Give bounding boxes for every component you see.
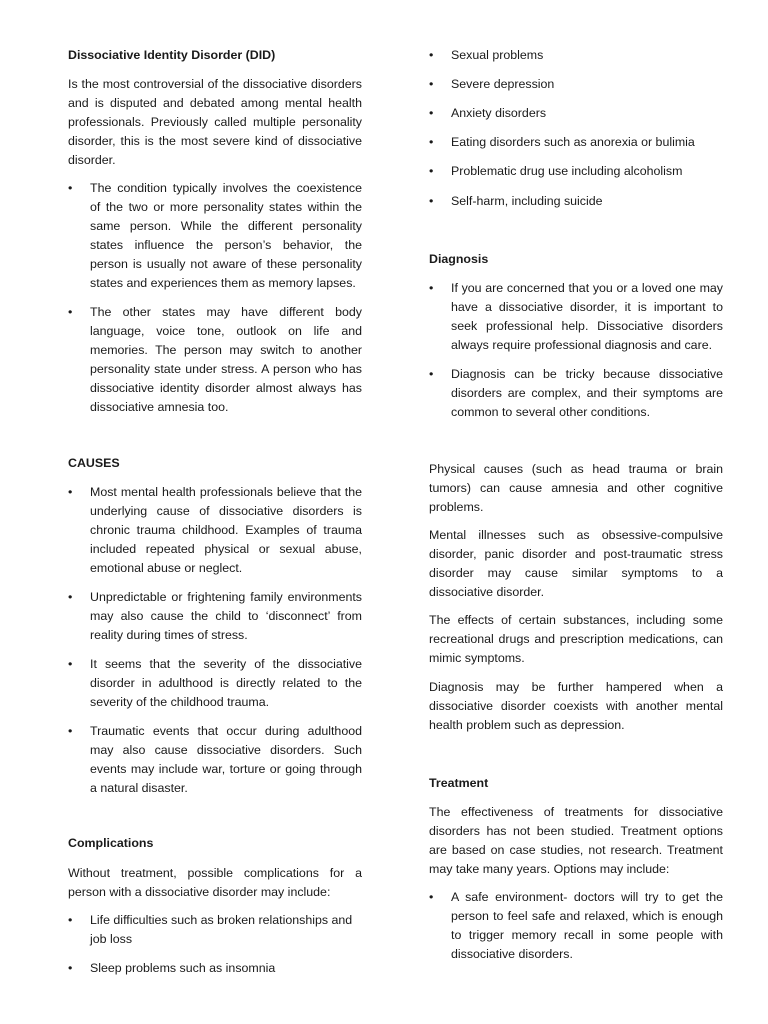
list-item — [429, 104, 723, 123]
bullet-icon: • — [68, 305, 73, 319]
did-heading: Dissociative Identity Disorder (DID) — [68, 48, 276, 62]
list-item-text: Sexual problems — [451, 48, 544, 62]
diagnosis-bullet-list — [429, 279, 723, 422]
treatment-heading: Treatment — [429, 776, 489, 790]
list-item — [68, 303, 362, 417]
list-item — [68, 911, 362, 949]
diagnosis-paragraph: Mental illnesses such as obsessive-compulsive disorder, panic disorder and post-traumatic stress disorder may cause similar symptoms to a dissociative disorder. — [429, 528, 723, 599]
list-item-text: Eating disorders such as anorexia or bulimia — [451, 135, 695, 149]
list-item — [429, 75, 723, 94]
did-intro: Is the most controversial of the dissociative disorders and is disputed and debated among mental health professionals. Previously called multiple personality disorder, this is the most severe kind of dissociative disorder. — [68, 77, 362, 167]
bullet-icon: • — [68, 724, 73, 738]
complications-heading: Complications — [68, 836, 154, 850]
bullet-icon: • — [68, 657, 73, 671]
list-item-text: Diagnosis can be tricky because dissociative disorders are complex, and their symptoms are common to several other conditions. — [451, 367, 723, 419]
complications-intro: Without treatment, possible complications for a person with a dissociative disorder may include: — [68, 866, 362, 899]
diagnosis-paragraph: Diagnosis may be further hampered when a dissociative disorder coexists with another mental health problem such as depression. — [429, 680, 723, 732]
bullet-icon: • — [68, 181, 73, 195]
complications-bullet-list — [68, 911, 362, 978]
causes-bullet-list — [68, 483, 362, 798]
list-item-text: It seems that the severity of the dissociative disorder in adulthood is directly related to the severity of the childhood trauma. — [90, 657, 362, 709]
list-item-text: Traumatic events that occur during adulthood may also cause dissociative disorders. Such events may include war, torture or going through a natural disaster. — [90, 724, 362, 795]
treatment-intro: The effectiveness of treatments for dissociative disorders has not been studied. Treatment options are based on case studies, not research. Treatment may take many years. Options may include: — [429, 805, 723, 876]
list-item — [429, 888, 723, 964]
diagnosis-heading: Diagnosis — [429, 252, 489, 266]
bullet-icon: • — [68, 485, 73, 499]
list-item — [68, 483, 362, 578]
did-bullet-list — [68, 179, 362, 417]
list-item — [68, 588, 362, 645]
bullet-icon: • — [429, 194, 434, 208]
list-item-text: Most mental health professionals believe that the underlying cause of dissociative disorders is chronic trauma childhood. Examples of trauma included repeated physical or sexual abuse, emotional abuse or neglect. — [90, 485, 362, 575]
bullet-icon: • — [68, 961, 73, 975]
list-item-text: The condition typically involves the coexistence of the two or more personality states within the same person. While the different personality states influence the person’s behavior, the person is usually not aware of these personality states and experiences them as memory lapses. — [90, 181, 362, 290]
list-item — [68, 722, 362, 798]
bullet-icon: • — [429, 135, 434, 149]
bullet-icon: • — [429, 48, 434, 62]
list-item — [429, 46, 723, 65]
list-item-text: Problematic drug use including alcoholism — [451, 164, 683, 178]
list-item — [429, 133, 723, 152]
bullet-icon: • — [429, 106, 434, 120]
list-item-text: A safe environment- doctors will try to get the person to feel safe and relaxed, which is enough to trigger memory recall in some people with dissociative disorders. — [451, 890, 723, 961]
causes-heading: CAUSES — [68, 456, 120, 470]
list-item-text: Anxiety disorders — [451, 106, 547, 120]
bullet-icon: • — [429, 281, 434, 295]
list-item — [429, 162, 723, 181]
list-item-text: Sleep problems such as insomnia — [90, 961, 276, 975]
bullet-icon: • — [429, 77, 434, 91]
bullet-icon: • — [429, 367, 434, 381]
list-item — [68, 959, 362, 978]
list-item-text: Unpredictable or frightening family environments may also cause the child to ‘disconnect’ from reality during times of stress. — [90, 590, 362, 642]
list-item — [429, 365, 723, 422]
list-item-text: Severe depression — [451, 77, 555, 91]
list-item — [429, 279, 723, 355]
list-item — [68, 179, 362, 293]
list-item-text: Self-harm, including suicide — [451, 194, 603, 208]
list-item-text: The other states may have different body language, voice tone, outlook on life and memories. The person may switch to another personality state under stress. A person who has dissociative identity disorder almost always has dissociative amnesia too. — [90, 305, 362, 414]
diagnosis-paragraph: Physical causes (such as head trauma or brain tumors) can cause amnesia and other cognitive problems. — [429, 462, 723, 514]
list-item-text: If you are concerned that you or a loved one may have a dissociative disorder, it is important to seek professional help. Dissociative disorders always require professional diagnosis and care. — [451, 281, 723, 352]
bullet-icon: • — [68, 590, 73, 604]
list-item — [429, 192, 723, 211]
complications-continued-list — [429, 46, 723, 211]
treatment-bullet-list — [429, 888, 723, 964]
diagnosis-paragraph: The effects of certain substances, including some recreational drugs and prescription medications, can mimic symptoms. — [429, 613, 723, 665]
bullet-icon: • — [68, 913, 73, 927]
bullet-icon: • — [429, 164, 434, 178]
list-item-text: Life difficulties such as broken relationships and job loss — [90, 913, 353, 946]
list-item — [68, 655, 362, 712]
bullet-icon: • — [429, 890, 434, 904]
